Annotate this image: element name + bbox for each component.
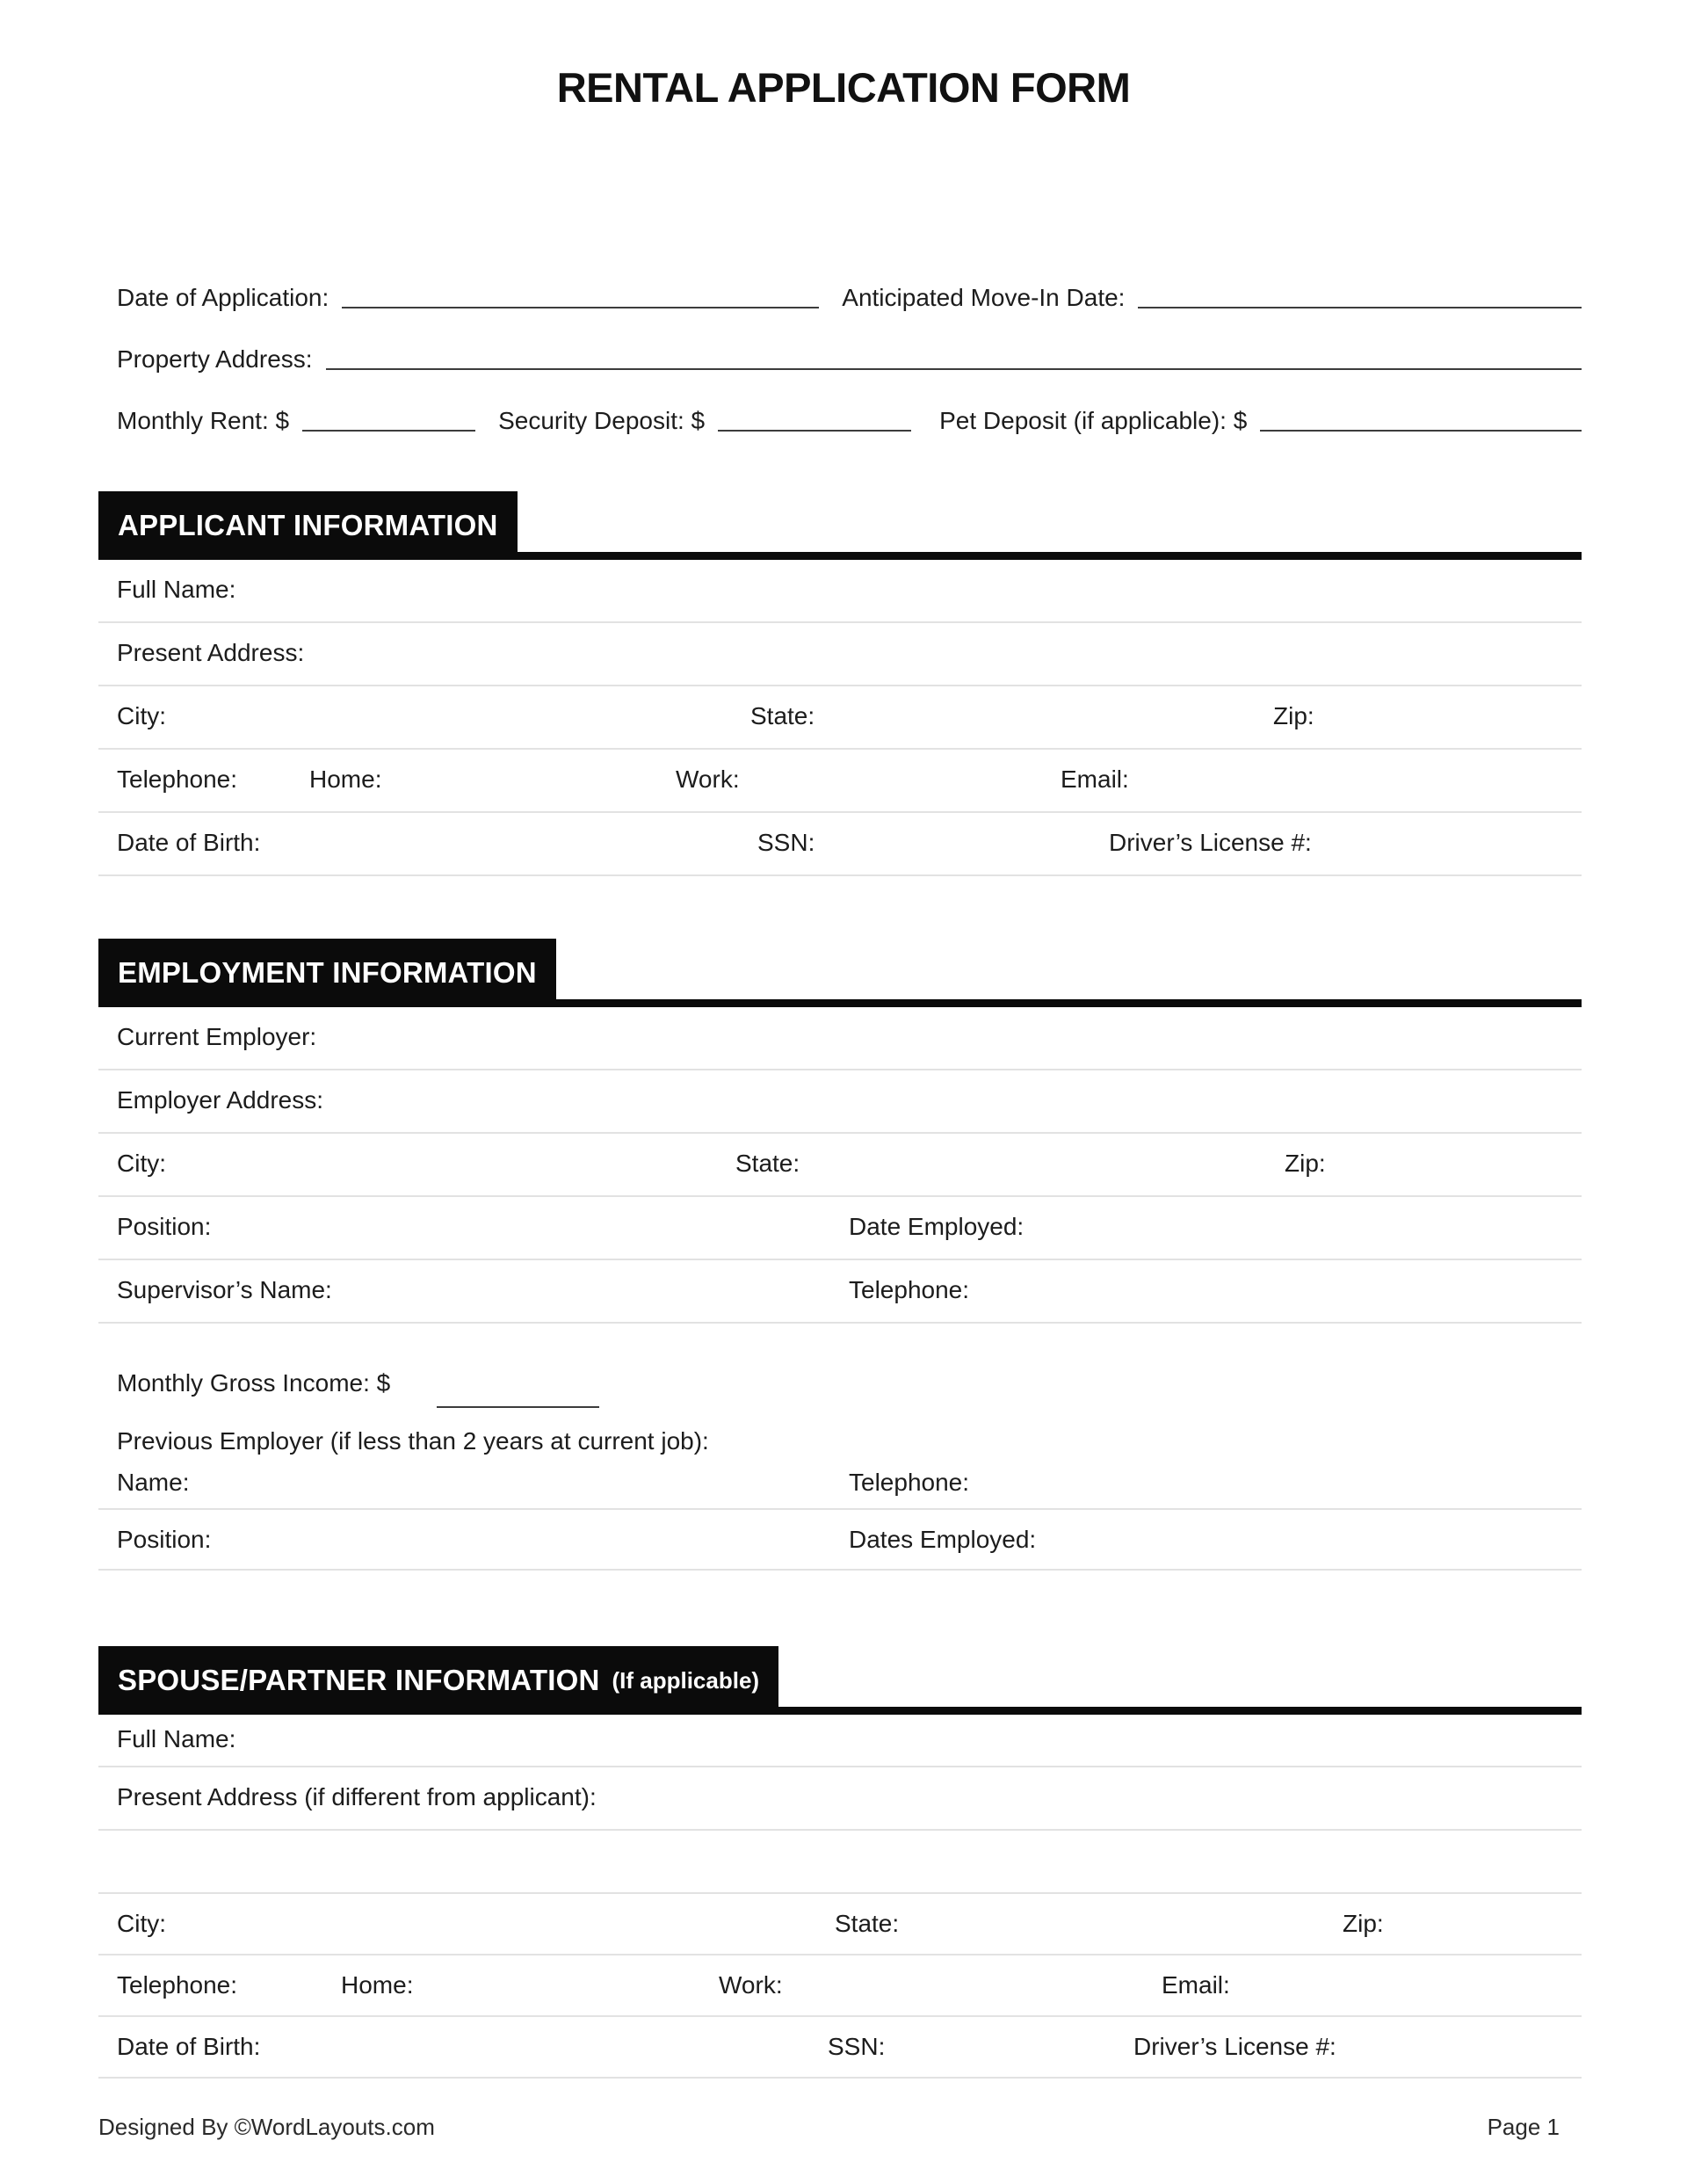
pet-deposit-label: Pet Deposit (if applicable): $ [939,407,1248,434]
designer-credit: Designed By ©WordLayouts.com [98,2114,435,2140]
position-row [98,1197,1582,1260]
date-of-application-blank [342,307,819,308]
work-phone-label: Work: [676,765,740,793]
spouse-header-title: SPOUSE/PARTNER INFORMATION [118,1664,600,1696]
applicant-city-state-zip-row [98,686,1582,750]
employment-city-state-zip-row [98,1134,1582,1197]
position-label: Position: [117,1213,212,1240]
monthly-gross-income-blank [437,1406,599,1408]
email-label: Email: [1061,765,1129,793]
position-label: Position: [117,1526,212,1553]
page-title: RENTAL APPLICATION FORM [556,64,1131,111]
applicant-section [98,491,1582,876]
spouse-section-header [98,1646,1582,1715]
employer-address-label: Employer Address: [117,1086,323,1114]
telephone-label: Telephone: [849,1469,970,1496]
spouse-city-state-zip-row [98,1894,1582,1955]
telephone-label: Telephone: [117,765,238,793]
previous-employer-name-row [98,1460,1582,1510]
full-name-label: Full Name: [117,576,236,603]
full-name-label: Full Name: [117,1725,236,1752]
zip-label: Zip: [1273,702,1314,729]
drivers-license-label: Driver’s License #: [1133,2033,1336,2060]
previous-employer-note-row [98,1411,1582,1460]
applicant-telephone-row [98,750,1582,813]
dates-employed-label: Dates Employed: [849,1526,1037,1553]
employment-section-header [98,939,1582,1007]
current-employer-row [98,1007,1582,1070]
spouse-section [98,1646,1582,2079]
employment-header-box [98,939,556,1007]
security-deposit-label: Security Deposit: $ [498,407,706,434]
page-footer [98,2114,1560,2141]
supervisor-row [98,1260,1582,1324]
applicant-present-address-row [98,623,1582,686]
applicant-full-name-row [98,560,1582,623]
pet-deposit-blank [1260,430,1582,432]
property-address-label: Property Address: [117,345,313,373]
current-employer-label: Current Employer: [117,1023,317,1050]
spouse-address-continuation-row [98,1831,1582,1894]
ssn-label: SSN: [757,829,815,856]
spouse-dob-row [98,2017,1582,2079]
security-deposit-blank [718,430,911,432]
date-of-birth-label: Date of Birth: [117,2033,261,2060]
top-fields [98,251,1582,436]
ssn-label: SSN: [828,2033,886,2060]
applicant-header-title: APPLICANT INFORMATION [118,509,498,541]
telephone-label: Telephone: [117,1971,238,1999]
monthly-rent-label: Monthly Rent: $ [117,407,290,434]
move-in-date-blank [1138,307,1582,308]
employment-header-title: EMPLOYMENT INFORMATION [118,956,537,989]
work-phone-label: Work: [719,1971,783,1999]
monthly-rent-blank [302,430,475,432]
state-label: State: [750,702,815,729]
previous-position-row [98,1510,1582,1571]
spouse-present-address-row [98,1767,1582,1831]
spouse-telephone-row [98,1955,1582,2017]
applicant-section-header [98,491,1582,560]
date-of-application-label: Date of Application: [117,284,329,311]
present-address-label: Present Address: [117,639,305,666]
applicant-dob-row [98,813,1582,876]
employer-address-row [98,1070,1582,1134]
state-label: State: [735,1150,800,1177]
employment-section [98,939,1582,1571]
present-address-label: Present Address (if different from applicant): [117,1783,597,1810]
deposits-row [98,374,1582,436]
date-employed-label: Date Employed: [849,1213,1025,1240]
zip-label: Zip: [1343,1910,1384,1937]
monthly-gross-income-label: Monthly Gross Income: $ [117,1369,391,1397]
home-phone-label: Home: [341,1971,414,1999]
date-row [98,251,1582,313]
state-label: State: [835,1910,900,1937]
move-in-date-label: Anticipated Move-In Date: [842,284,1126,311]
drivers-license-label: Driver’s License #: [1109,829,1312,856]
city-label: City: [117,702,166,729]
monthly-gross-income-row [98,1324,1582,1411]
city-label: City: [117,1150,166,1177]
page-number: Page 1 [1487,2114,1560,2140]
spouse-header-box [98,1646,778,1715]
property-address-blank [326,368,1582,370]
date-of-birth-label: Date of Birth: [117,829,261,856]
telephone-label: Telephone: [849,1276,970,1303]
spouse-full-name-row [98,1715,1582,1767]
supervisor-name-label: Supervisor’s Name: [117,1276,332,1303]
city-label: City: [117,1910,166,1937]
email-label: Email: [1162,1971,1230,1999]
zip-label: Zip: [1285,1150,1326,1177]
name-label: Name: [117,1469,190,1496]
applicant-header-box [98,491,518,560]
home-phone-label: Home: [309,765,382,793]
spouse-header-note: (If applicable) [612,1666,760,1694]
previous-employer-label: Previous Employer (if less than 2 years at current job): [117,1427,709,1455]
property-address-row [98,313,1582,374]
